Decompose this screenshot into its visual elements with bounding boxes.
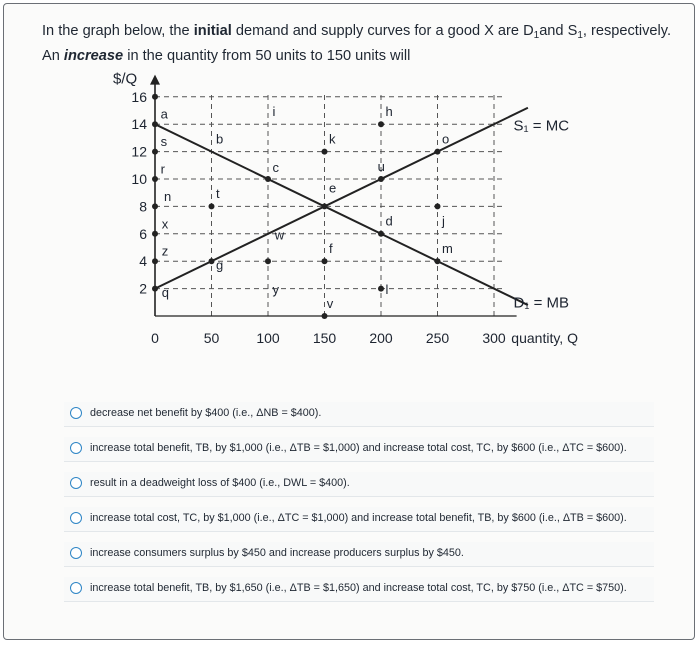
region-point-label: v — [326, 295, 334, 311]
region-point-label: l — [385, 282, 389, 298]
question-text-part: An — [42, 48, 64, 64]
region-point-label: s — [160, 134, 168, 150]
question-card — [3, 3, 695, 640]
answer-option[interactable] — [64, 402, 654, 427]
grid-point-dot — [378, 121, 384, 127]
region-point-label: j — [442, 213, 445, 229]
answer-option-label: decrease net benefit by $400 (i.e., ΔNB = $400). — [90, 407, 322, 419]
region-point-label: c — [272, 160, 280, 176]
radio-button[interactable] — [70, 407, 82, 419]
grid-point-dot — [378, 286, 384, 292]
region-point-label: f — [329, 240, 333, 256]
grid-point-dot — [322, 149, 328, 155]
radio-button[interactable] — [70, 442, 82, 454]
question-text-part: In the graph below, the — [42, 23, 194, 39]
y-tick-label: 16 — [131, 88, 147, 105]
answer-option[interactable] — [64, 542, 654, 567]
y-tick-label: 4 — [139, 253, 147, 270]
answer-option[interactable] — [64, 507, 654, 532]
region-point-label: n — [164, 188, 172, 204]
initial-emphasis: initial — [193, 23, 232, 39]
region-point-label: a — [160, 106, 168, 122]
region-point-label: x — [161, 216, 169, 232]
demand-curve-label: D₁ = MB — [513, 294, 570, 312]
answer-option-label: increase total benefit, TB, by $1,000 (i.e., ΔTB = $1,000) and increase total cost, TC, by $600 (i.e., ΔTC = $600). — [90, 442, 627, 454]
y-tick-label: 14 — [131, 116, 147, 133]
radio-button[interactable] — [70, 477, 82, 489]
question-text-part: and S — [539, 23, 578, 39]
region-point-label: k — [329, 131, 336, 147]
region-point-label: t — [216, 186, 220, 202]
grid-point-dot — [435, 258, 441, 264]
region-point-label: g — [216, 257, 224, 273]
x-tick-label: 250 — [425, 330, 450, 346]
radio-button[interactable] — [70, 547, 82, 559]
region-point-label: b — [216, 131, 224, 147]
grid-point-dot — [378, 231, 384, 237]
grid-point-dot — [265, 176, 271, 182]
answer-option[interactable] — [64, 577, 654, 602]
question-line-1 — [42, 21, 682, 46]
y-tick-dot — [152, 231, 158, 237]
answer-option[interactable] — [64, 472, 654, 497]
region-point-label: q — [161, 284, 170, 300]
question-text-part: demand and supply curves for a good X are D — [231, 23, 534, 39]
grid-point-dot — [435, 149, 441, 155]
x-tick-label: 300 — [482, 330, 506, 346]
region-point-label: d — [385, 213, 393, 229]
region-point-label: o — [442, 131, 450, 147]
y-tick-label: 10 — [131, 171, 147, 187]
y-axis-label: $/Q — [113, 70, 138, 88]
answer-option-label: increase total cost, TC, by $1,000 (i.e., ΔTC = $1,000) and increase total benefit, TB, by $600 (i.e., ΔTB = $600). — [90, 512, 627, 524]
grid-point-dot — [378, 176, 384, 182]
region-point-label: e — [329, 180, 337, 196]
question-text — [42, 21, 682, 67]
increase-emphasis: increase — [63, 48, 124, 64]
answer-option-label: increase consumers surplus by $450 and increase producers surplus by $450. — [90, 547, 464, 559]
region-point-label: h — [385, 103, 393, 119]
x-tick-label: 200 — [369, 330, 393, 346]
answer-option[interactable] — [64, 437, 654, 462]
y-tick-label: 6 — [139, 225, 147, 242]
y-tick-dot — [152, 258, 158, 264]
region-point-label: u — [377, 158, 385, 174]
answer-option-label: result in a deadweight loss of $400 (i.e., DWL = $400). — [90, 477, 350, 489]
grid-point-dot — [322, 203, 328, 209]
radio-button[interactable] — [70, 582, 82, 594]
supply-subscript: 1 — [577, 30, 583, 41]
x-tick-label: 100 — [256, 330, 280, 346]
y-tick-label: 12 — [131, 143, 147, 160]
y-tick-dot — [152, 176, 158, 182]
grid-point-dot — [322, 313, 328, 319]
answer-options — [64, 402, 654, 612]
answer-option-label: increase total benefit, TB, by $1,650 (i.e., ΔTB = $1,650) and increase total cost, TC, by $750 (i.e., ΔTC = $750). — [90, 582, 627, 594]
x-tick-label: 50 — [203, 330, 220, 346]
y-tick-label: 8 — [139, 198, 147, 215]
region-point-label: m — [442, 240, 453, 256]
supply-demand-chart — [100, 64, 620, 384]
region-point-label: y — [272, 282, 280, 298]
grid-point-dot — [265, 258, 271, 264]
region-point-label: r — [160, 161, 165, 177]
grid-point-dot — [435, 203, 441, 209]
region-point-label: i — [272, 103, 276, 119]
region-point-label: w — [274, 227, 285, 243]
x-tick-label: 150 — [312, 330, 337, 346]
grid-point-dot — [322, 258, 328, 264]
y-tick-dot — [152, 149, 158, 155]
x-axis-label: quantity, Q — [511, 330, 578, 346]
y-tick-dot — [152, 203, 158, 209]
question-text-part: in the quantity from 50 units to 150 units will — [123, 48, 411, 64]
y-axis-arrow — [150, 75, 160, 85]
radio-button[interactable] — [70, 512, 82, 524]
x-tick-label: 0 — [151, 330, 159, 346]
grid-point-dot — [209, 203, 215, 209]
demand-subscript: 1 — [533, 30, 540, 41]
y-tick-dot — [152, 94, 158, 100]
region-point-label: z — [161, 243, 169, 259]
grid-point-dot — [209, 258, 215, 264]
question-text-part: , respectively. — [582, 23, 672, 39]
y-tick-label: 2 — [139, 280, 147, 297]
supply-curve-label: S₁ = MC — [513, 117, 570, 135]
